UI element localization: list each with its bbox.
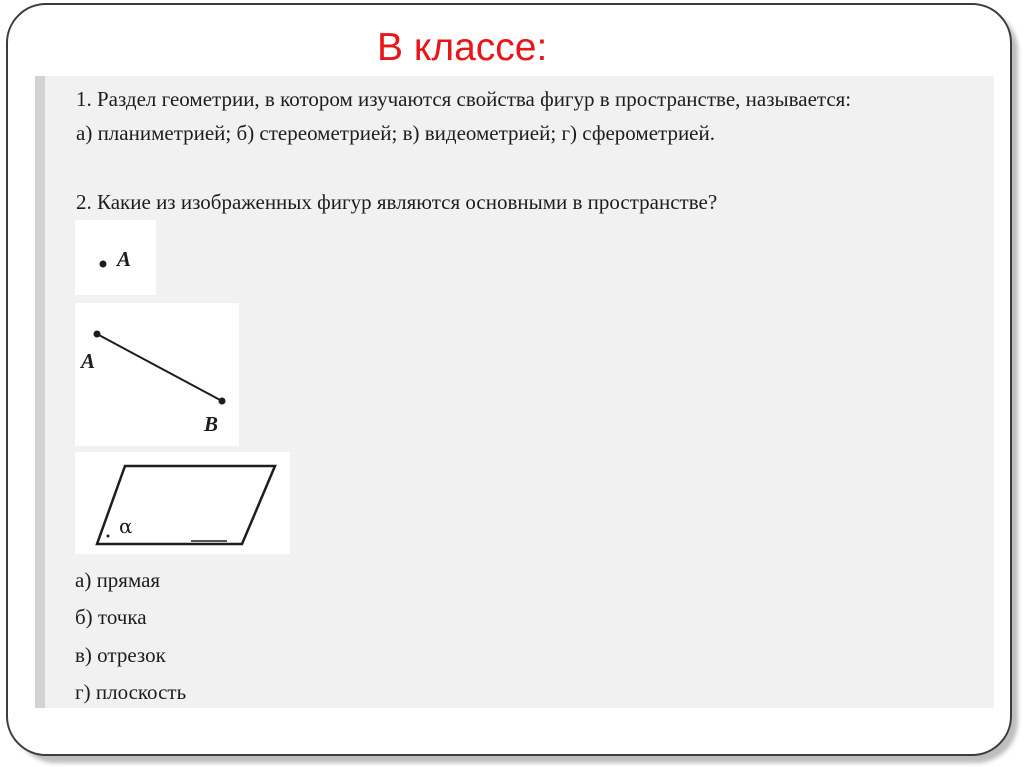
question-1-text: 1. Раздел геометрии, в котором изучаются свойства фигур в пространстве, называется: [76, 87, 852, 111]
answer-option: а) прямая [75, 568, 161, 592]
answer-option: б) точка [75, 605, 147, 629]
slide-title: В классе: [377, 26, 548, 69]
point-dot [100, 261, 107, 268]
question-2-text: 2. Какие из изображенных фигур являются основными в пространстве? [76, 190, 718, 214]
segment-label-a: A [81, 349, 96, 373]
answer-option: г) плоскость [75, 680, 187, 704]
segment-line [97, 334, 222, 401]
segment-label-b: B [204, 412, 219, 436]
segment-endpoint-b [219, 398, 226, 405]
plane-label: α [119, 514, 133, 538]
panel-stripe [35, 76, 45, 708]
answer-option: в) отрезок [75, 643, 166, 667]
figure-plane [75, 452, 290, 554]
point-label: A [117, 247, 132, 271]
question-1-options: а) планиметрией; б) стереометрией; в) видеометрией; г) сферометрией. [76, 121, 715, 145]
figure-segment [75, 303, 239, 446]
segment-endpoint-a [94, 331, 101, 338]
figure-point [75, 220, 156, 295]
plane-corner-dot [107, 535, 110, 538]
